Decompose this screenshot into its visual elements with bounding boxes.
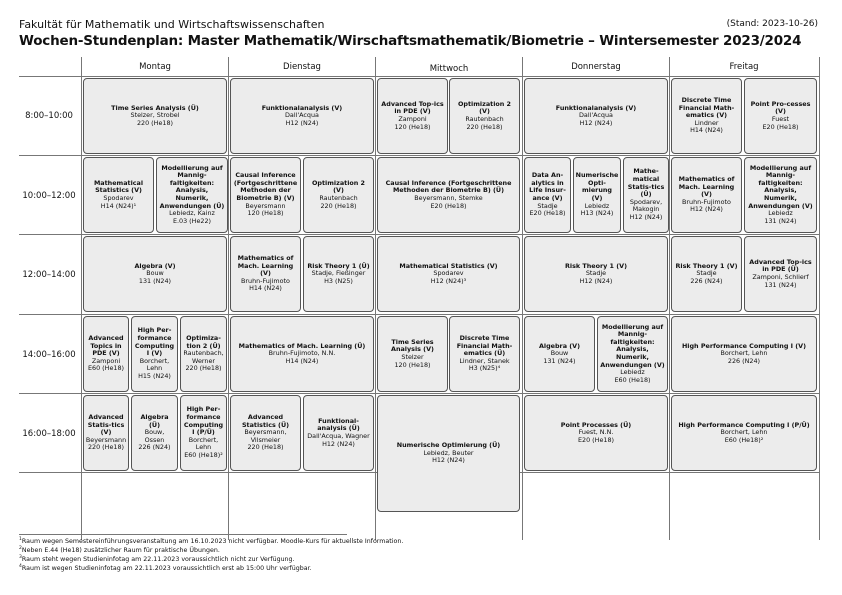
- course-detail: E20 (He18): [529, 209, 566, 218]
- course-detail: H15 (N24): [138, 371, 171, 380]
- grid-hline: [19, 234, 819, 235]
- course-detail: Lebiedz: [620, 368, 645, 377]
- course-detail: H3 (N25): [324, 276, 353, 285]
- day-header-monday: Montag: [139, 62, 171, 72]
- footnote-mark: 2: [19, 546, 22, 551]
- course-title: Numerische Opti-mierung (V): [575, 171, 619, 202]
- course-cell: [156, 157, 228, 233]
- course-detail: 226 (N24): [138, 443, 171, 452]
- grid-vline: [819, 57, 820, 540]
- course-detail: 131 (N24): [138, 276, 172, 285]
- course-detail: Dall'Acqua: [285, 111, 319, 120]
- footnote-rule: [19, 534, 347, 535]
- course-detail: 226 (N24): [727, 356, 761, 365]
- course-title: Advanced Top-ics in PDE (Ü): [749, 257, 812, 274]
- course-cell: [303, 395, 374, 471]
- grid-hline: [19, 155, 819, 156]
- time-slot-2: 10:00–12:00: [22, 191, 76, 201]
- course-detail: Stelzer, Strobel: [130, 111, 180, 120]
- course-cell: [303, 236, 374, 312]
- page-title: Wochen-Stundenplan: Master Mathematik/Wirschaftsmathematik/Biometrie – Wintersemester 2023/2024: [19, 33, 802, 49]
- course-detail: Beyersmann,: [244, 428, 287, 437]
- course-cell: [449, 78, 520, 154]
- course-title: Mathematics of Mach. Learning (V): [678, 175, 735, 199]
- course-detail: E20 (He18): [762, 122, 799, 131]
- course-title: Advanced Statis-tics (V): [87, 413, 125, 437]
- course-cell: [377, 395, 520, 512]
- course-detail: E60 (He18)²: [184, 450, 223, 459]
- course-detail: E60 (He18)²: [724, 435, 764, 444]
- course-detail: 220 (He18): [185, 364, 222, 373]
- course-detail: Spodarev,: [629, 197, 663, 206]
- course-detail: H14 (N24): [690, 126, 723, 135]
- course-cell: [377, 78, 448, 154]
- course-title: High Per-formance Computing I (V): [134, 326, 175, 358]
- course-cell: [131, 316, 178, 392]
- course-title: Time Series Analysis (Ü): [111, 103, 199, 112]
- course-cell: [83, 236, 227, 312]
- footnote: [19, 555, 295, 563]
- time-slot-5: 16:00–18:00: [22, 429, 76, 439]
- course-title: Risk Theory 1 (V): [675, 261, 738, 270]
- course-detail: Lebiedz: [584, 201, 610, 210]
- course-detail: H12 (N24): [579, 118, 613, 127]
- course-title: Algebra (Ü): [140, 413, 169, 429]
- course-detail: 131 (N24): [764, 280, 797, 289]
- footnote-text: Raum steht wegen Studieninfotag am 22.11.2023 voraussichtlich nicht zur Verfügung.: [21, 556, 295, 564]
- day-header-thursday: Donnerstag: [571, 62, 621, 72]
- course-title: Mathematics of Mach. Learning (V): [237, 254, 294, 278]
- course-title: Causal Inference (Fortgeschrittene Methoden der Biometrie B) (Ü): [385, 178, 512, 195]
- course-detail: 220 (He18): [87, 443, 125, 452]
- day-header-friday: Freitag: [729, 62, 759, 72]
- course-title: Optimization 2 (V): [458, 99, 511, 116]
- course-cell: [377, 316, 448, 392]
- course-title: Numerische Optimierung (Ü): [396, 441, 501, 450]
- course-cell: [524, 395, 668, 471]
- course-detail: H14 (N24): [285, 356, 319, 365]
- course-detail: E.03 (He22): [172, 216, 212, 225]
- course-title: Algebra (V): [538, 341, 581, 350]
- course-title: Advanced Statistics (Ü): [241, 413, 290, 429]
- course-detail: 120 (He18): [247, 209, 284, 218]
- course-cell: [524, 157, 571, 233]
- course-detail: Fuest, N.N.: [578, 428, 614, 437]
- course-detail: Beyersmann: [85, 435, 127, 444]
- course-detail: Stadje: [696, 269, 717, 278]
- course-cell: [744, 78, 817, 154]
- course-title: Point Processes (Ü): [560, 420, 632, 429]
- footnote: [19, 537, 403, 545]
- grid-vline: [669, 57, 670, 540]
- footnote: [19, 564, 312, 572]
- footnote: [19, 546, 220, 554]
- course-detail: Bouw: [146, 269, 164, 278]
- course-title: Optimiza-tion 2 (Ü): [186, 334, 221, 350]
- course-cell: [449, 316, 520, 392]
- course-title: Mathematical Statistics (V): [399, 261, 498, 270]
- course-detail: H14 (N24)¹: [100, 201, 137, 210]
- course-title: Risk Theory 1 (V): [564, 261, 628, 270]
- course-detail: Dall'Acqua, Wagner: [307, 432, 370, 440]
- course-cell: [671, 78, 742, 154]
- course-detail: E20 (He18): [430, 201, 467, 210]
- course-title: Modellierung auf Mannig-faltigkeiten: Analysis, Numerik, Anwendungen (V): [748, 163, 813, 210]
- course-detail: Lehn: [146, 364, 163, 373]
- course-detail: E60 (He18): [87, 364, 125, 373]
- course-detail: Lebiedz, Beuter: [423, 448, 474, 457]
- course-detail: H12 (N24): [285, 118, 319, 127]
- course-cell: [671, 157, 742, 233]
- course-title: Modellierung auf Mannig-faltigkeiten: Analysis, Numerik, Anwendungen (V): [600, 322, 665, 369]
- course-detail: Bouw,: [144, 428, 165, 437]
- course-detail: H12 (N24)³: [430, 276, 467, 285]
- course-detail: Borchert, Lehn: [720, 428, 768, 437]
- course-title: Funktionalanalysis (V): [555, 103, 637, 112]
- faculty-name: Fakultät für Mathematik und Wirtschaftswissenschaften: [19, 18, 325, 31]
- course-detail: Lebiedz: [768, 209, 793, 218]
- time-slot-1: 8:00–10:00: [25, 111, 73, 121]
- course-detail: Vilsmeier: [250, 435, 281, 444]
- grid-vline: [522, 57, 523, 540]
- course-title: Discrete Time Financial Math-ematics (Ü): [456, 334, 513, 358]
- course-detail: H12 (N24): [690, 205, 723, 214]
- course-detail: Rautenbach: [465, 115, 504, 123]
- stand-date: (Stand: 2023-10-26): [726, 19, 818, 29]
- course-cell: [83, 157, 154, 233]
- course-cell: [623, 157, 669, 233]
- course-cell: [524, 236, 668, 312]
- course-cell: [597, 316, 668, 392]
- day-header-wednesday: Mittwoch: [429, 64, 469, 74]
- grid-hline: [19, 314, 819, 315]
- course-title: Modellierung auf Mannig-faltigkeiten: Analysis, Numerik, Anwendungen (Ü): [159, 163, 225, 210]
- course-title: Mathematics of Mach. Learning (Ü): [238, 341, 366, 350]
- course-detail: 131 (N24): [543, 356, 576, 365]
- time-slot-4: 14:00–16:00: [22, 350, 76, 360]
- course-detail: Stadje: [585, 269, 607, 278]
- footnote-text: Raum ist wegen Studieninfotag am 22.11.2023 voraussichtlich erst ab 15:00 Uhr verfügbar.: [21, 565, 312, 573]
- footnote-mark: 1: [19, 537, 22, 542]
- course-cell: [671, 236, 742, 312]
- course-cell: [83, 395, 129, 471]
- course-detail: E60 (He18): [614, 375, 651, 384]
- course-detail: Beyersmann: [245, 201, 286, 210]
- course-detail: 131 (N24): [764, 216, 797, 225]
- course-cell: [671, 316, 817, 392]
- course-detail: Rautenbach: [319, 194, 358, 202]
- course-detail: Lebiedz, Kainz: [169, 209, 215, 218]
- course-title: Point Pro-cesses (V): [750, 99, 811, 116]
- course-title: Algebra (V): [134, 261, 176, 270]
- course-cell: [230, 236, 301, 312]
- course-detail: Bruhn-Fujimoto, N.N.: [268, 349, 336, 358]
- course-detail: Makogin: [632, 205, 660, 214]
- course-cell: [83, 316, 129, 392]
- course-cell: [131, 395, 178, 471]
- course-title: Advanced Top-ics in PDE (V): [381, 99, 444, 116]
- course-cell: [230, 157, 301, 233]
- course-cell: [573, 157, 621, 233]
- course-detail: H14 (N24): [249, 284, 282, 293]
- course-cell: [230, 78, 374, 154]
- course-detail: Spodarev: [103, 194, 134, 202]
- course-detail: Lindner: [694, 118, 719, 127]
- course-title: High Performance Computing I (P/Ü): [678, 420, 810, 429]
- grid-vline: [228, 57, 229, 540]
- course-detail: 220 (He18): [247, 443, 284, 452]
- course-detail: Ossen: [144, 435, 165, 444]
- day-header-tuesday: Dienstag: [283, 62, 321, 72]
- course-detail: Bruhn-Fujimoto: [241, 276, 290, 285]
- grid-hline: [19, 393, 819, 394]
- course-cell: [377, 236, 520, 312]
- course-title: Funktionalanalysis (V): [261, 103, 343, 112]
- course-detail: Borchert,: [139, 356, 170, 365]
- course-detail: Zamponi: [398, 115, 427, 123]
- course-detail: Zamponi: [91, 356, 121, 365]
- course-title: Advanced Topics in PDE (V): [88, 334, 124, 358]
- footnote-mark: 4: [19, 564, 22, 569]
- course-detail: Borchert, Lehn: [720, 349, 768, 358]
- course-detail: H12 (N24): [629, 212, 663, 221]
- course-title: Time Series Analysis (V): [391, 337, 434, 354]
- course-cell: [377, 157, 520, 233]
- course-detail: Beyersmann, Stemke: [414, 194, 483, 202]
- course-title: Causal Inference (Fortgeschrittene Methoden der Biometrie B) (V): [233, 171, 298, 202]
- course-cell: [230, 316, 374, 392]
- course-detail: 220 (He18): [136, 118, 174, 127]
- course-detail: H13 (N24): [580, 209, 614, 218]
- course-detail: H12 (N24): [432, 456, 465, 465]
- course-title: High Per-formance Computing I (P/Ü): [183, 405, 224, 437]
- course-detail: Zamponi, Schlierf: [752, 273, 809, 281]
- course-detail: Bouw: [550, 349, 569, 358]
- course-title: Optimization 2 (V): [312, 178, 365, 195]
- course-detail: Fuest: [771, 115, 790, 123]
- course-title: Funktional-analysis (Ü): [317, 416, 360, 433]
- course-detail: 220 (He18): [320, 201, 357, 210]
- course-detail: Dall'Acqua: [579, 111, 613, 120]
- course-detail: H3 (N25)⁴: [468, 364, 501, 373]
- footnote-text: Raum wegen Semestereinführungsveranstaltung am 16.10.2023 nicht verfügbar. Moodle-Kurs für aktuellste Information.: [21, 538, 404, 546]
- course-cell: [744, 157, 817, 233]
- course-detail: H12 (N24): [322, 439, 355, 448]
- course-detail: Borchert,: [188, 435, 219, 444]
- course-cell: [180, 395, 227, 471]
- course-title: Data An-alytics in Life Insur-ance (V): [529, 171, 566, 202]
- course-cell: [180, 316, 227, 392]
- course-title: Mathe-matical Statis-tics (Ü): [627, 167, 665, 199]
- course-cell: [303, 157, 374, 233]
- course-cell: [671, 395, 817, 471]
- course-detail: Rautenbach,: [183, 349, 224, 358]
- course-detail: Stelzer: [401, 353, 424, 361]
- course-cell: [524, 78, 668, 154]
- course-detail: H12 (N24): [579, 276, 613, 285]
- course-detail: 226 (N24): [690, 276, 723, 285]
- course-title: Mathematical Statistics (V): [93, 178, 144, 195]
- footnote-mark: 3: [19, 555, 22, 560]
- course-detail: Bruhn-Fujimoto: [682, 197, 731, 206]
- course-detail: 120 (He18): [394, 122, 431, 131]
- time-slot-3: 12:00–14:00: [22, 270, 76, 280]
- course-cell: [524, 316, 595, 392]
- course-detail: Lehn: [195, 443, 212, 452]
- course-cell: [230, 395, 301, 471]
- grid-vline: [81, 57, 82, 540]
- course-detail: 120 (He18): [394, 360, 431, 369]
- course-cell: [744, 236, 817, 312]
- course-title: Risk Theory 1 (Ü): [307, 261, 370, 270]
- footnote-text: Neben E.44 (He18) zusätzlicher Raum für praktische Übungen.: [21, 547, 220, 555]
- course-title: High Performance Computing I (V): [681, 341, 807, 350]
- course-detail: Stadje, Fießinger: [311, 269, 366, 278]
- course-detail: Spodarev: [433, 269, 464, 278]
- course-detail: 220 (He18): [466, 122, 503, 131]
- course-detail: E20 (He18): [577, 435, 615, 444]
- course-detail: Werner: [192, 356, 215, 365]
- course-detail: Lindner, Stanek: [459, 356, 510, 365]
- course-cell: [83, 78, 227, 154]
- grid-vline: [375, 57, 376, 540]
- course-detail: Stadje: [537, 201, 558, 210]
- course-title: Discrete Time Financial Math-ematics (V): [678, 96, 735, 120]
